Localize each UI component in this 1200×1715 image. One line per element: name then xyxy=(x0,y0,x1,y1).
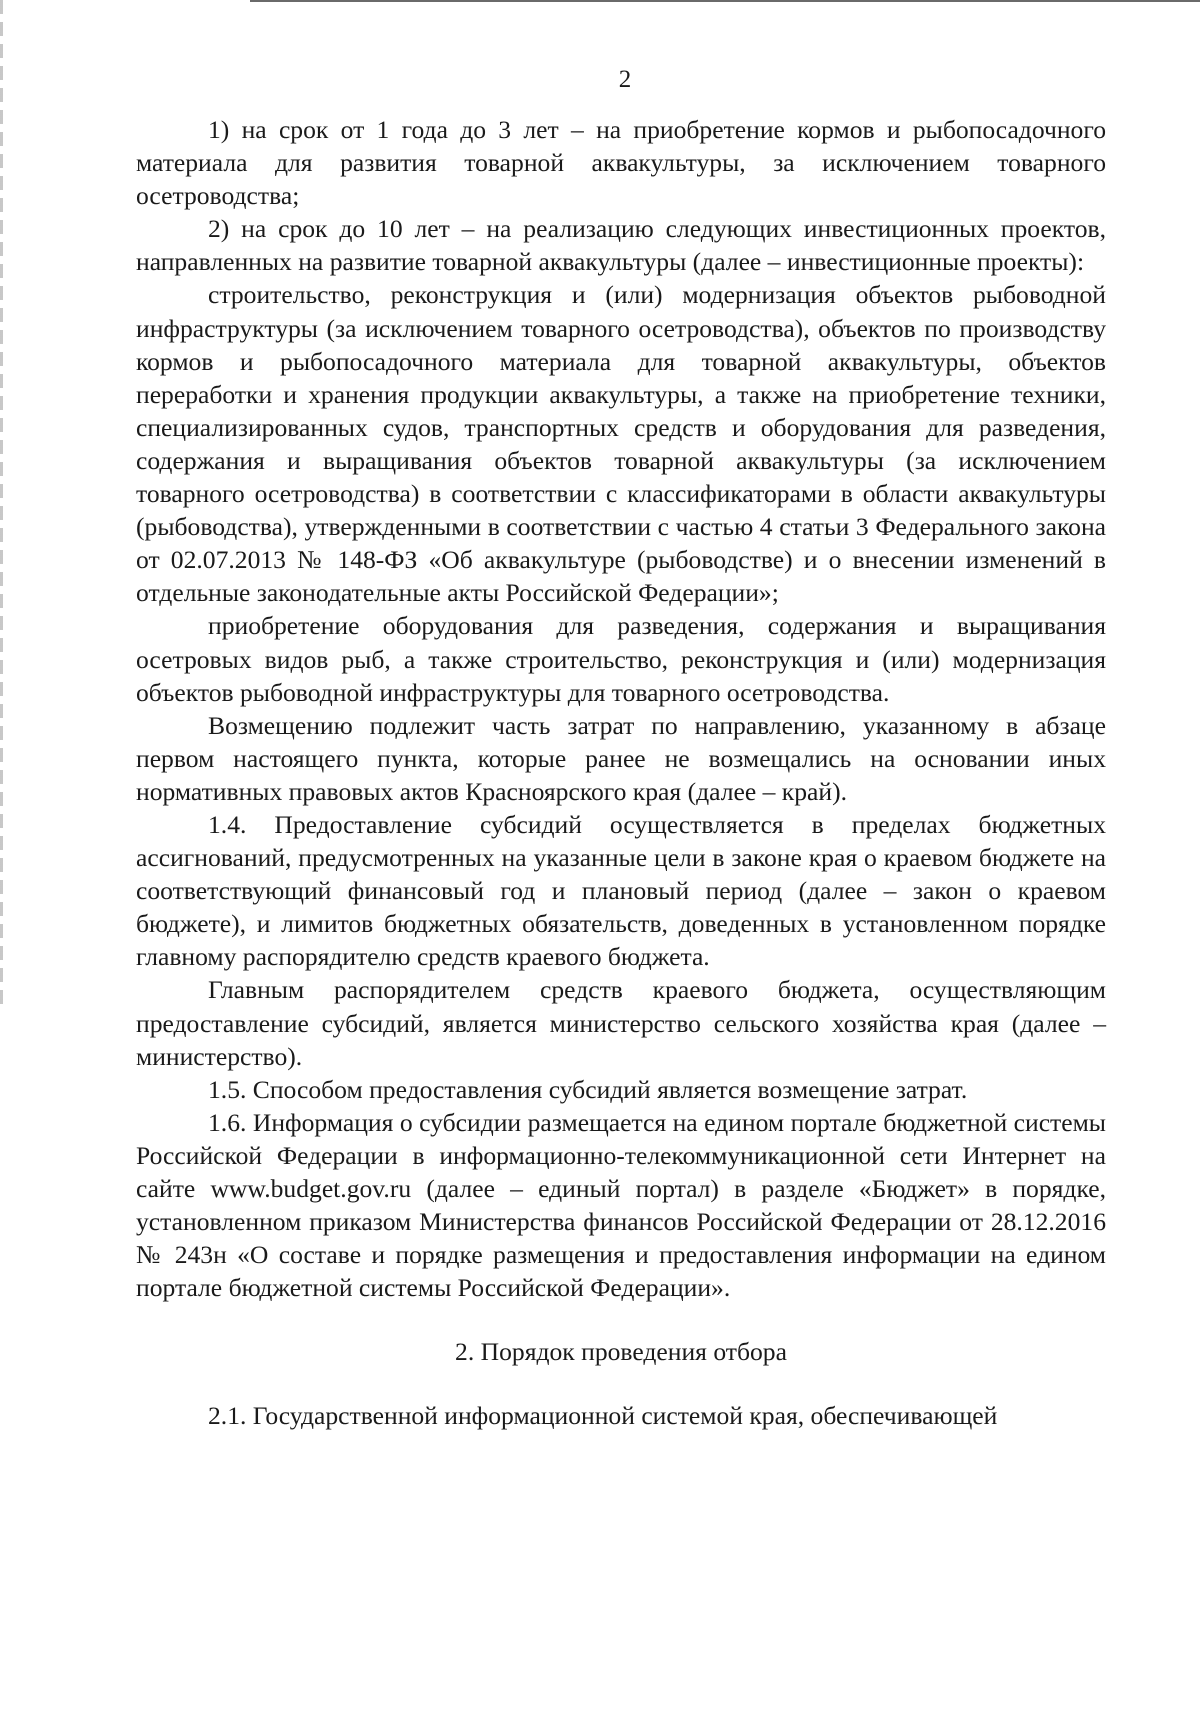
paragraph-investment-projects-2: приобретение оборудования для разведения, содержания и выращивания осетровых видов рыб, а также строительство, реконструкция и (или) модернизация объектов рыбоводной инфраструктуры для товарного осетроводства. xyxy=(136,611,1106,707)
paragraph-main-administrator: Главным распорядителем средств краевого бюджета, осуществляющим предоставление субсидий, является министерство сельского хозяйства края (далее – министерство). xyxy=(136,975,1106,1071)
scan-edge-top xyxy=(250,0,1200,2)
paragraph-item-2: 2) на срок до 10 лет – на реализацию следующих инвестиционных проектов, направленных на развитие товарной аквакультуры (далее – инвестиционные проекты): xyxy=(136,214,1106,277)
section-heading: 2. Порядок проведения отбора xyxy=(455,1337,787,1367)
paragraph-1-6: 1.6. Информация о субсидии размещается на едином портале бюджетной системы Российской Федерации в информационно-телекоммуникационной сети Интернет на сайте www.budget.gov.ru (далее – единый портал) в разделе «Бюджет» в порядке, установленном приказом Министерства финансов Российской Федерации от 28.12.2016 № 243н «О составе и порядке размещения и предоставления информации на едином портале бюджетной системы Российской Федерации». xyxy=(136,1107,1106,1303)
paragraph-2-1: 2.1. Государственной информационной системой края, обеспечивающей xyxy=(208,1401,998,1431)
scan-edge-left xyxy=(0,0,3,1010)
page-number: 2 xyxy=(618,66,632,93)
paragraph-1-5: 1.5. Способом предоставления субсидий является возмещение затрат. xyxy=(208,1074,968,1104)
paragraph-reimbursement: Возмещению подлежит часть затрат по направлению, указанному в абзаце первом настоящего пункта, которые ранее не возмещались на основании иных нормативных правовых актов Красноярского края (далее – край). xyxy=(136,710,1106,806)
paragraph-item-1: 1) на срок от 1 года до 3 лет – на приобретение кормов и рыбопосадочного материала для развития товарной аквакультуры, за исключением товарного осетроводства; xyxy=(136,115,1106,211)
document-body xyxy=(136,113,1106,1432)
paragraph-1-4: 1.4. Предоставление субсидий осуществляется в пределах бюджетных ассигнований, предусмотренных на указанные цели в законе края о краевом бюджете на соответствующий финансовый год и плановый период (далее – закон о краевом бюджете), и лимитов бюджетных обязательств, доведенных в установленном порядке главному распорядителю средств краевого бюджета. xyxy=(136,809,1106,972)
paragraph-investment-projects-1: строительство, реконструкция и (или) модернизация объектов рыбоводной инфраструктуры (за исключением товарного осетроводства), объектов по производству кормов и рыбопосадочного материала для товарной аквакультуры, объектов переработки и хранения продукции аквакультуры, а также на приобретение техники, специализированных судов, транспортных средств и оборудования для разведения, содержания и выращивания объектов товарной аквакультуры (за исключением товарного осетроводства) в соответствии с классификаторами в области аквакультуры (рыбоводства), утвержденными в соответствии с частью 4 статьи 3 Федерального закона от 02.07.2013 № 148-ФЗ «Об аквакультуре (рыбоводстве) и о внесении изменений в отдельные законодательные акты Российской Федерации»; xyxy=(136,280,1106,608)
